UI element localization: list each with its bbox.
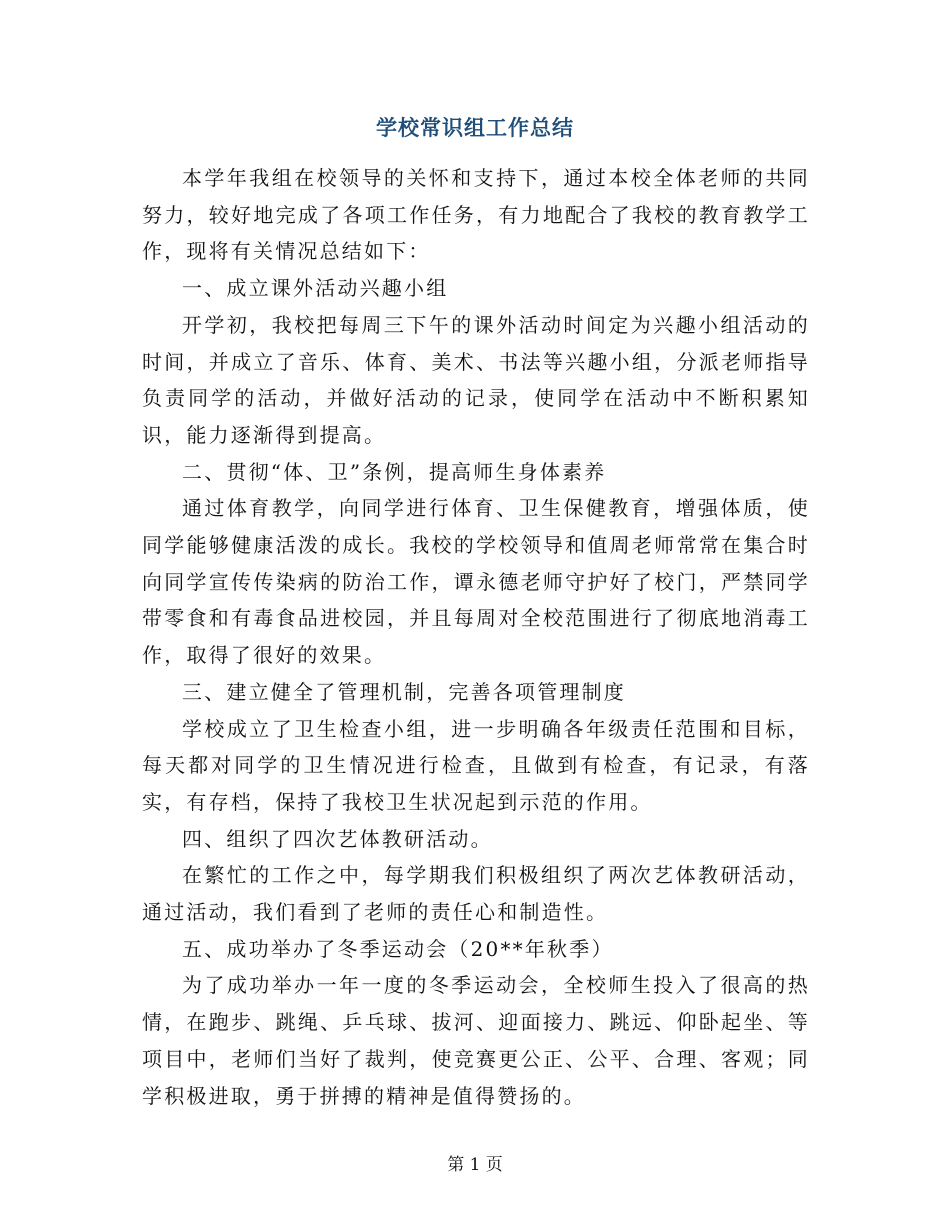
document-body bbox=[142, 160, 810, 1114]
paragraph-2: 通过体育教学，向同学进行体育、卫生保健教育，增强体质，使同学能够健康活泼的成长。我校的学校领导和值周老师常常在集合时向同学宣传传染病的防治工作，谭永德老师守护好了校门，严禁同学带零食和有毒食品进校园，并且每周对全校范围进行了彻底地消毒工作，取得了很好的效果。 bbox=[142, 496, 810, 668]
section-heading-1: 一、成立课外活动兴趣小组 bbox=[182, 276, 449, 301]
document-title: 学校常识组工作总结 bbox=[376, 115, 574, 140]
section-heading-5: 五、成功举办了冬季运动会（20**年秋季） bbox=[182, 936, 614, 961]
section-heading-3: 三、建立健全了管理机制，完善各项管理制度 bbox=[182, 679, 626, 704]
paragraph-intro: 本学年我组在校领导的关怀和支持下，通过本校全体老师的共同努力，较好地完成了各项工作任务，有力地配合了我校的教育教学工作，现将有关情况总结如下： bbox=[142, 166, 810, 264]
section-heading-4: 四、组织了四次艺体教研活动。 bbox=[182, 826, 493, 851]
section-heading-2: 二、贯彻“体、卫”条例，提高师生身体素养 bbox=[182, 459, 607, 484]
paragraph-1: 开学初，我校把每周三下午的课外活动时间定为兴趣小组活动的时间，并成立了音乐、体育、美术、书法等兴趣小组，分派老师指导负责同学的活动，并做好活动的记录，使同学在活动中不断积累知识，能力逐渐得到提高。 bbox=[142, 312, 810, 447]
paragraph-4: 在繁忙的工作之中，每学期我们积极组织了两次艺体教研活动，通过活动，我们看到了老师的责任心和制造性。 bbox=[142, 863, 810, 925]
page-number: 第 1 页 bbox=[447, 1155, 503, 1175]
paragraph-3: 学校成立了卫生检查小组，进一步明确各年级责任范围和目标，每天都对同学的卫生情况进行检查，且做到有检查，有记录，有落实，有存档，保持了我校卫生状况起到示范的作用。 bbox=[142, 716, 810, 814]
paragraph-5: 为了成功举办一年一度的冬季运动会，全校师生投入了很高的热情，在跑步、跳绳、乒乓球、拔河、迎面接力、跳远、仰卧起坐、等项目中，老师们当好了裁判，使竞赛更公正、公平、合理、客观；同学积极进取，勇于拼搏的精神是值得赞扬的。 bbox=[142, 973, 810, 1108]
